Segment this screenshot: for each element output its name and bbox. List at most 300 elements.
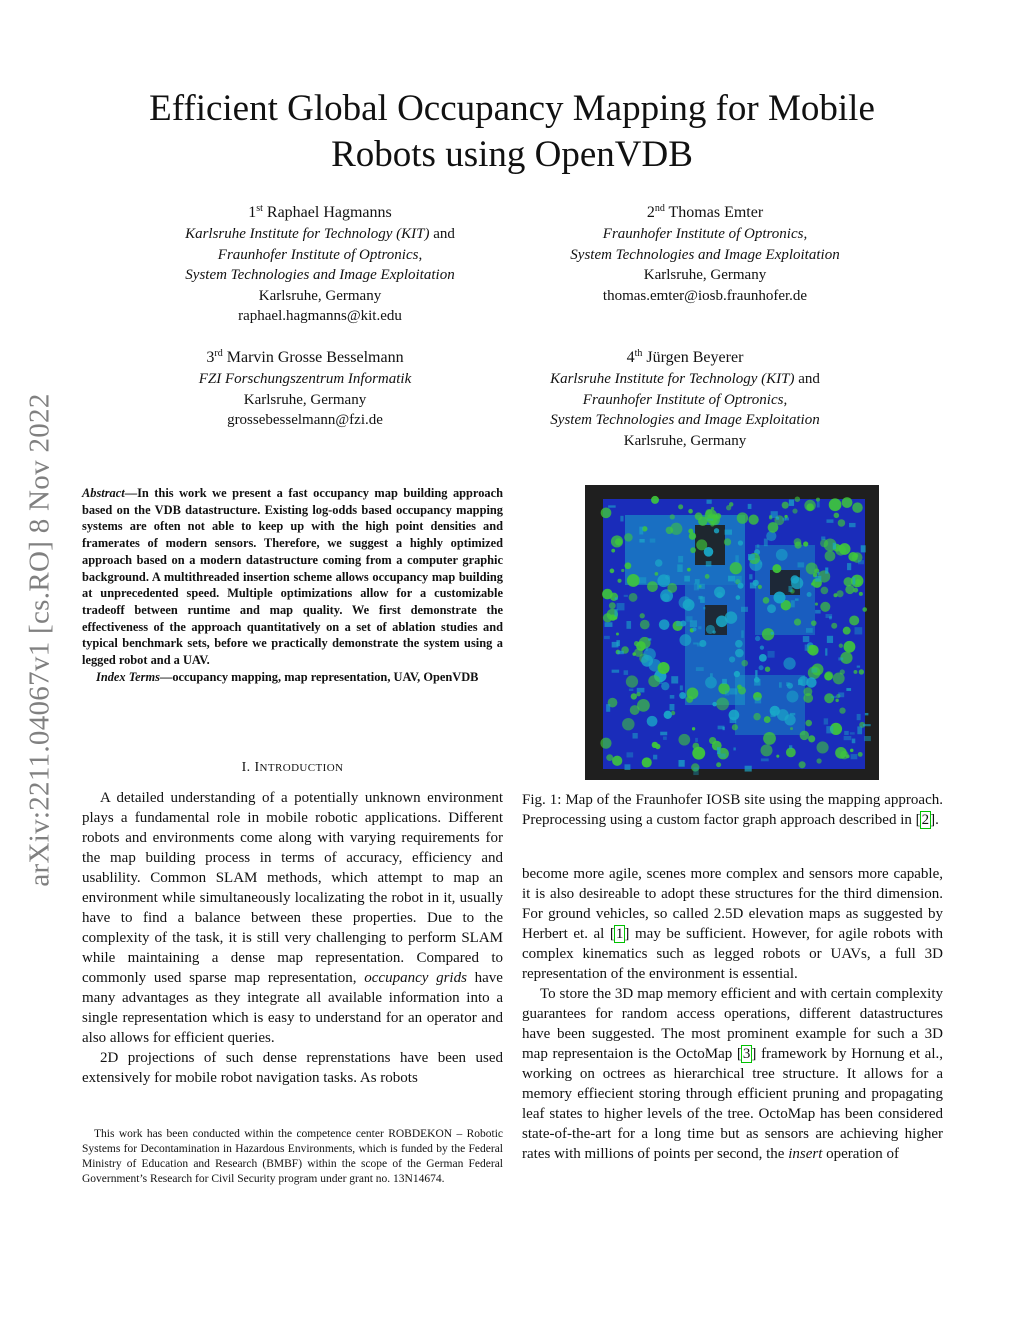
map-voxel bbox=[755, 670, 757, 678]
map-voxel bbox=[825, 568, 828, 574]
figure-caption: Fig. 1: Map of the Fraunhofer IOSB site using the mapping approach. Preprocessing using a custom factor graph approach described in [2]. bbox=[522, 792, 943, 828]
map-point-cluster bbox=[647, 581, 658, 592]
map-point-cluster bbox=[692, 627, 696, 631]
map-voxel bbox=[764, 539, 768, 547]
author-affiliation: Fraunhofer Institute of Optronics, bbox=[582, 391, 788, 408]
map-point-cluster bbox=[859, 669, 864, 674]
map-voxel bbox=[629, 689, 633, 691]
map-point-cluster bbox=[641, 655, 653, 667]
map-voxel bbox=[639, 527, 643, 535]
map-voxel bbox=[678, 556, 683, 563]
map-point-cluster bbox=[786, 691, 798, 703]
map-point-cluster bbox=[763, 732, 776, 745]
map-point-cluster bbox=[825, 551, 836, 562]
map-point-cluster bbox=[835, 747, 847, 759]
map-point-cluster bbox=[692, 727, 695, 730]
map-point-cluster bbox=[648, 675, 660, 687]
map-point-cluster bbox=[716, 762, 721, 767]
map-point-cluster bbox=[621, 569, 624, 572]
map-point-cluster bbox=[692, 747, 705, 760]
map-voxel bbox=[639, 539, 644, 543]
map-voxel bbox=[768, 651, 775, 658]
map-point-cluster bbox=[735, 640, 743, 648]
map-point-cluster bbox=[840, 669, 845, 674]
map-point-cluster bbox=[759, 654, 767, 662]
author-block-2 bbox=[505, 202, 905, 306]
map-point-cluster bbox=[791, 575, 799, 583]
map-voxel bbox=[749, 574, 752, 579]
map-point-cluster bbox=[666, 527, 673, 534]
map-voxel bbox=[857, 666, 860, 668]
author-affiliation: Fraunhofer Institute of Optronics, bbox=[217, 246, 423, 263]
author-name-1: 1st Raphael Hagmanns bbox=[248, 203, 392, 221]
map-point-cluster bbox=[764, 716, 771, 723]
map-voxel bbox=[637, 688, 645, 693]
map-point-cluster bbox=[805, 720, 812, 727]
map-building bbox=[735, 675, 805, 735]
map-point-cluster bbox=[820, 602, 830, 612]
map-point-cluster bbox=[670, 514, 675, 519]
map-voxel bbox=[615, 597, 618, 599]
map-voxel bbox=[606, 704, 610, 712]
map-point-cluster bbox=[784, 714, 795, 725]
map-voxel bbox=[707, 500, 712, 504]
map-voxel bbox=[608, 505, 616, 507]
map-point-cluster bbox=[748, 514, 758, 524]
paragraph: To store the 3D map memory efficient and with certain complexity guarantees for random access operations, different datastructures have been suggested. The most prominent example for such a 3D map representaion is the OctoMap [3] framework by Hornung et al., working on octrees as hierarchical tree structure. It allows for a memory effiecient storing through efficient pruning and propagating leaf states to higher levels of the tree. OctoMap has been considered state-of-the-art for a long time but as sensors are achieving higher rates with millions of points per second, the insert operation of bbox=[522, 986, 943, 1162]
map-voxel bbox=[789, 499, 794, 505]
map-point-cluster bbox=[651, 496, 659, 504]
map-point-cluster bbox=[849, 615, 859, 625]
map-point-cluster bbox=[622, 718, 634, 730]
introduction-text bbox=[82, 788, 503, 1088]
map-voxel bbox=[817, 501, 820, 507]
author-location: Karlsruhe, Germany bbox=[623, 432, 747, 449]
map-point-cluster bbox=[698, 516, 707, 525]
map-voxel bbox=[761, 758, 769, 761]
map-voxel bbox=[720, 753, 726, 757]
occupancy-map-render bbox=[585, 485, 879, 780]
map-point-cluster bbox=[816, 758, 821, 763]
map-voxel bbox=[671, 676, 678, 683]
map-point-cluster bbox=[799, 761, 806, 768]
map-voxel bbox=[605, 622, 613, 627]
map-point-cluster bbox=[804, 500, 815, 511]
map-point-cluster bbox=[661, 593, 669, 601]
map-voxel bbox=[791, 600, 795, 607]
map-voxel bbox=[633, 733, 638, 739]
map-voxel bbox=[846, 688, 851, 691]
map-voxel bbox=[803, 636, 809, 642]
map-voxel bbox=[754, 679, 760, 686]
map-voxel bbox=[805, 645, 809, 651]
map-point-cluster bbox=[774, 592, 786, 604]
map-point-cluster bbox=[655, 559, 662, 566]
map-voxel bbox=[779, 682, 782, 687]
map-voxel bbox=[698, 596, 702, 599]
map-voxel bbox=[729, 688, 737, 694]
map-point-cluster bbox=[711, 507, 714, 510]
map-voxel bbox=[735, 555, 738, 563]
map-building bbox=[625, 515, 745, 585]
map-point-cluster bbox=[829, 498, 842, 511]
map-point-cluster bbox=[606, 754, 613, 761]
footnote-text: This work has been conducted within the competence center ROBDEKON – Robotic Systems for Decontamination in Hazardous Environments, which is funded by the Federal Ministry of Education and Research (BMBF) within the scope of the German Federal Government’s Research for Civil Security program under grant no. 13N14674. bbox=[82, 1128, 503, 1185]
map-point-cluster bbox=[811, 620, 817, 626]
map-point-cluster bbox=[806, 562, 818, 574]
map-voxel bbox=[694, 583, 699, 590]
map-point-cluster bbox=[630, 705, 640, 715]
map-point-cluster bbox=[817, 741, 829, 753]
map-voxel bbox=[748, 554, 755, 560]
map-voxel bbox=[852, 739, 856, 744]
map-voxel bbox=[653, 755, 657, 760]
map-point-cluster bbox=[640, 620, 650, 630]
map-point-cluster bbox=[652, 742, 658, 748]
map-voxel bbox=[697, 643, 703, 646]
map-point-cluster bbox=[737, 512, 748, 523]
map-voxel bbox=[861, 545, 866, 552]
map-voxel bbox=[660, 732, 667, 736]
map-point-cluster bbox=[786, 747, 796, 757]
map-point-cluster bbox=[737, 684, 742, 689]
map-voxel bbox=[695, 738, 698, 742]
map-voxel bbox=[626, 621, 631, 629]
map-point-cluster bbox=[808, 735, 815, 742]
map-voxel bbox=[795, 598, 799, 600]
map-voxel bbox=[826, 519, 833, 522]
author-affiliation: Karlsruhe Institute for Technology (KIT) and bbox=[185, 226, 455, 242]
map-point-cluster bbox=[850, 749, 854, 753]
paragraph: 2D projections of such dense reprenstations have been used extensively for mobile robot navigation tasks. As robots bbox=[82, 1050, 503, 1086]
map-voxel bbox=[690, 620, 697, 627]
map-point-cluster bbox=[795, 496, 800, 501]
map-point-cluster bbox=[659, 619, 670, 630]
citation-link[interactable]: 1 bbox=[615, 926, 624, 942]
map-voxel bbox=[728, 576, 735, 582]
map-voxel bbox=[733, 747, 735, 750]
map-voxel bbox=[788, 586, 792, 592]
map-voxel bbox=[624, 764, 630, 770]
map-point-cluster bbox=[625, 562, 632, 569]
map-point-cluster bbox=[611, 549, 615, 553]
map-voxel bbox=[627, 752, 634, 757]
map-voxel bbox=[833, 543, 836, 550]
map-point-cluster bbox=[678, 504, 683, 509]
map-point-cluster bbox=[772, 564, 781, 573]
title-line-2: Robots using OpenVDB bbox=[331, 134, 693, 175]
map-point-cluster bbox=[767, 604, 776, 613]
map-voxel bbox=[684, 576, 690, 582]
map-point-cluster bbox=[768, 522, 779, 533]
map-point-cluster bbox=[794, 619, 801, 626]
map-voxel bbox=[725, 530, 732, 535]
map-voxel bbox=[670, 695, 675, 699]
map-voxel bbox=[604, 636, 610, 639]
abstract-text: Abstract—In this work we present a fast occupancy map building approach based on the VDB datastructure. Existing log-odds based occupancy mapping systems are often not able to keep up with the high point densities and framerates of modern sensors. Therefore, we suggest a highly optimized approach based on a modern datastructure coming from a computer graphic background. A multithreaded insertion scheme allows occupancy map building at unprecedented speed. Multiple optimizations allow for a customizable tradeoff between runtime and map quality. We first demonstrate the effectiveness of the approach quantitatively on a set of ablation studies and typical benchmark sets, before we practically demonstrate the system using a legged robot and a UAV. bbox=[82, 486, 503, 668]
map-point-cluster bbox=[647, 716, 658, 727]
map-point-cluster bbox=[601, 507, 612, 518]
map-voxel bbox=[829, 616, 832, 619]
map-voxel bbox=[855, 627, 863, 634]
map-voxel bbox=[831, 696, 837, 698]
map-point-cluster bbox=[729, 502, 733, 506]
footnote bbox=[82, 1127, 503, 1187]
map-voxel bbox=[863, 724, 871, 726]
map-point-cluster bbox=[852, 502, 862, 512]
author-affiliation: Fraunhofer Institute of Optronics, bbox=[602, 226, 808, 242]
map-point-cluster bbox=[858, 752, 863, 757]
map-point-cluster bbox=[741, 660, 748, 667]
map-voxel bbox=[707, 519, 713, 521]
map-voxel bbox=[847, 563, 851, 570]
map-point-cluster bbox=[690, 547, 696, 553]
map-voxel bbox=[851, 754, 858, 759]
map-point-cluster bbox=[602, 589, 613, 600]
map-point-cluster bbox=[753, 713, 760, 720]
map-voxel bbox=[718, 726, 725, 730]
map-point-cluster bbox=[610, 569, 615, 574]
author-block-1 bbox=[120, 202, 520, 327]
map-point-cluster bbox=[657, 574, 670, 587]
author-email: thomas.emter@iosb.fraunhofer.de bbox=[602, 287, 808, 304]
author-affiliation: Karlsruhe Institute for Technology (KIT) and bbox=[550, 371, 820, 387]
map-point-cluster bbox=[838, 519, 846, 527]
abstract bbox=[82, 485, 503, 685]
map-voxel bbox=[852, 577, 855, 584]
map-voxel bbox=[663, 736, 667, 739]
map-voxel bbox=[782, 518, 786, 521]
map-voxel bbox=[725, 691, 729, 696]
map-voxel bbox=[838, 692, 844, 697]
map-point-cluster bbox=[724, 538, 731, 545]
arxiv-id-text: arXiv:2211.04067v1 [cs.RO] 8 Nov 2022 bbox=[23, 393, 56, 887]
map-voxel bbox=[750, 583, 756, 589]
map-point-cluster bbox=[790, 727, 793, 730]
map-point-cluster bbox=[800, 731, 809, 740]
map-point-cluster bbox=[765, 666, 770, 671]
map-voxel bbox=[755, 697, 761, 703]
map-point-cluster bbox=[824, 693, 834, 703]
map-voxel bbox=[760, 562, 762, 564]
author-email: raphael.hagmanns@kit.edu bbox=[238, 308, 402, 325]
map-voxel bbox=[612, 642, 619, 648]
map-point-cluster bbox=[816, 498, 820, 502]
map-voxel bbox=[717, 747, 721, 754]
map-point-cluster bbox=[859, 592, 863, 596]
map-voxel bbox=[703, 607, 705, 609]
map-voxel bbox=[757, 544, 760, 547]
map-point-cluster bbox=[835, 545, 846, 556]
map-point-cluster bbox=[755, 636, 760, 641]
map-point-cluster bbox=[612, 756, 622, 766]
map-voxel bbox=[857, 726, 862, 734]
map-voxel bbox=[741, 630, 744, 638]
map-point-cluster bbox=[831, 623, 837, 629]
map-voxel bbox=[827, 636, 833, 643]
map-point-cluster bbox=[716, 697, 729, 710]
map-point-cluster bbox=[803, 541, 808, 546]
map-point-cluster bbox=[842, 497, 853, 508]
map-point-cluster bbox=[655, 572, 659, 576]
map-point-cluster bbox=[844, 641, 856, 653]
map-voxel bbox=[650, 539, 656, 543]
map-point-cluster bbox=[616, 632, 619, 635]
map-voxel bbox=[695, 579, 700, 584]
map-voxel bbox=[676, 621, 682, 626]
author-email: grossebesselmann@fzi.de bbox=[227, 412, 383, 429]
map-point-cluster bbox=[776, 549, 788, 561]
map-point-cluster bbox=[783, 657, 795, 669]
map-point-cluster bbox=[715, 513, 721, 519]
map-voxel bbox=[844, 736, 852, 740]
map-point-cluster bbox=[642, 757, 652, 767]
map-point-cluster bbox=[734, 671, 740, 677]
map-voxel bbox=[798, 562, 805, 567]
map-voxel bbox=[693, 767, 698, 775]
author-block-3 bbox=[105, 347, 505, 431]
map-voxel bbox=[680, 685, 683, 690]
map-point-cluster bbox=[839, 707, 845, 713]
map-point-cluster bbox=[705, 574, 710, 579]
map-voxel bbox=[710, 673, 713, 677]
map-point-cluster bbox=[631, 693, 637, 699]
map-voxel bbox=[677, 564, 682, 572]
map-point-cluster bbox=[617, 579, 621, 583]
map-voxel bbox=[825, 648, 827, 655]
map-point-cluster bbox=[782, 502, 789, 509]
map-voxel bbox=[798, 679, 803, 685]
author-name-2: 2nd Thomas Emter bbox=[646, 203, 764, 221]
map-point-cluster bbox=[760, 646, 764, 650]
map-point-cluster bbox=[664, 711, 672, 719]
map-point-cluster bbox=[770, 632, 773, 635]
map-voxel bbox=[698, 626, 701, 629]
map-point-cluster bbox=[843, 627, 851, 635]
map-point-cluster bbox=[696, 539, 707, 550]
map-voxel bbox=[624, 595, 628, 597]
map-point-cluster bbox=[763, 597, 770, 604]
map-point-cluster bbox=[807, 592, 812, 597]
map-voxel bbox=[824, 718, 828, 724]
map-point-cluster bbox=[815, 603, 818, 606]
map-point-cluster bbox=[712, 630, 715, 633]
map-voxel bbox=[722, 679, 727, 684]
map-voxel bbox=[786, 682, 790, 686]
map-point-cluster bbox=[732, 724, 738, 730]
map-point-cluster bbox=[846, 754, 850, 758]
map-voxel bbox=[815, 610, 821, 614]
map-point-cluster bbox=[611, 535, 623, 547]
map-point-cluster bbox=[688, 509, 693, 514]
map-point-cluster bbox=[709, 737, 716, 744]
map-point-cluster bbox=[712, 702, 717, 707]
citation-link[interactable]: 3 bbox=[742, 1046, 751, 1062]
map-point-cluster bbox=[629, 593, 638, 602]
map-voxel bbox=[826, 726, 833, 733]
map-voxel bbox=[748, 504, 752, 509]
map-point-cluster bbox=[862, 607, 867, 612]
paper-title bbox=[60, 86, 964, 178]
paragraph: A detailed understanding of a potentially unknown environment plays a fundamental role in mobile robotic applications. Different robots and environments come along with varying requirements for the map building process in terms of accuracy, efficiency and usablility. Common SLAM methods, which attempt to map an environment while simultaneously localizating the robot in it, usually have to find a balance between these properties. Due to the complexity of the task, it is still very challenging to perform SLAM while maintaining a dense map representation. Compared to commonly used sparse map representation, occupancy grids have many advantages as they integrate all available information into a single representation which is easy to understand for an operator and also allows for efficient queries. bbox=[82, 790, 503, 1046]
map-voxel bbox=[618, 651, 624, 654]
map-point-cluster bbox=[736, 595, 741, 600]
map-point-cluster bbox=[824, 672, 832, 680]
map-voxel bbox=[620, 516, 623, 522]
map-point-cluster bbox=[640, 613, 645, 618]
map-point-cluster bbox=[839, 644, 843, 648]
map-voxel bbox=[624, 670, 628, 675]
map-point-cluster bbox=[738, 540, 743, 545]
map-voxel bbox=[659, 677, 662, 684]
map-point-cluster bbox=[687, 688, 699, 700]
map-voxel bbox=[639, 577, 646, 583]
title-line-1: Efficient Global Occupancy Mapping for Mobile bbox=[149, 88, 875, 129]
map-point-cluster bbox=[689, 532, 696, 539]
map-point-cluster bbox=[806, 677, 816, 687]
map-voxel bbox=[648, 638, 651, 640]
map-point-cluster bbox=[705, 677, 717, 689]
map-voxel bbox=[681, 693, 686, 698]
map-point-cluster bbox=[678, 734, 690, 746]
author-affiliation: System Technologies and Image Exploitation bbox=[550, 412, 820, 429]
map-point-cluster bbox=[761, 744, 773, 756]
map-point-cluster bbox=[792, 508, 797, 513]
map-point-cluster bbox=[854, 670, 858, 674]
author-location: Karlsruhe, Germany bbox=[243, 391, 367, 408]
map-voxel bbox=[844, 731, 849, 735]
map-voxel bbox=[789, 745, 792, 749]
map-voxel bbox=[612, 670, 620, 673]
map-voxel bbox=[745, 766, 752, 772]
map-point-cluster bbox=[845, 585, 854, 594]
map-voxel bbox=[864, 736, 871, 741]
map-point-cluster bbox=[729, 656, 735, 662]
map-point-cluster bbox=[794, 541, 801, 548]
author-affiliation: System Technologies and Image Exploitation bbox=[185, 267, 455, 284]
map-voxel bbox=[617, 603, 625, 610]
citation-link[interactable]: 2 bbox=[921, 812, 930, 828]
map-point-cluster bbox=[730, 562, 742, 574]
map-voxel bbox=[815, 576, 821, 582]
right-column-text bbox=[522, 864, 943, 1164]
map-voxel bbox=[646, 647, 648, 651]
map-point-cluster bbox=[714, 528, 719, 533]
figure-map-image bbox=[585, 485, 879, 780]
map-point-cluster bbox=[735, 649, 744, 658]
map-voxel bbox=[706, 561, 712, 566]
map-point-cluster bbox=[679, 634, 691, 646]
map-point-cluster bbox=[835, 699, 838, 702]
map-voxel bbox=[857, 714, 861, 720]
map-point-cluster bbox=[640, 648, 643, 651]
map-voxel bbox=[811, 668, 817, 672]
map-voxel bbox=[770, 711, 775, 717]
map-voxel bbox=[858, 560, 864, 564]
map-point-cluster bbox=[624, 533, 633, 542]
map-voxel bbox=[849, 523, 855, 527]
author-location: Karlsruhe, Germany bbox=[258, 287, 382, 304]
author-affiliation: FZI Forschungszentrum Informatik bbox=[198, 371, 412, 387]
map-point-cluster bbox=[600, 738, 611, 749]
paragraph: become more agile, scenes more complex and sensors more capable, it is also desireable to adopt these structures for the third dimension. For ground vehicles, so called 2.5D elevation maps as suggested by Herbert et. al [1] may be sufficient. However, for agile robots with complex kinematics such as legged robots or UAVs, a full 3D representation of the environment is essential. bbox=[522, 866, 943, 982]
index-terms: Index Terms—occupancy mapping, map representation, UAV, OpenVDB bbox=[96, 669, 479, 684]
map-voxel bbox=[730, 717, 737, 723]
map-voxel bbox=[865, 713, 869, 715]
author-affiliation: System Technologies and Image Exploitation bbox=[570, 246, 840, 263]
author-name-3: 3rd Marvin Grosse Besselmann bbox=[206, 348, 404, 366]
map-point-cluster bbox=[759, 665, 764, 670]
